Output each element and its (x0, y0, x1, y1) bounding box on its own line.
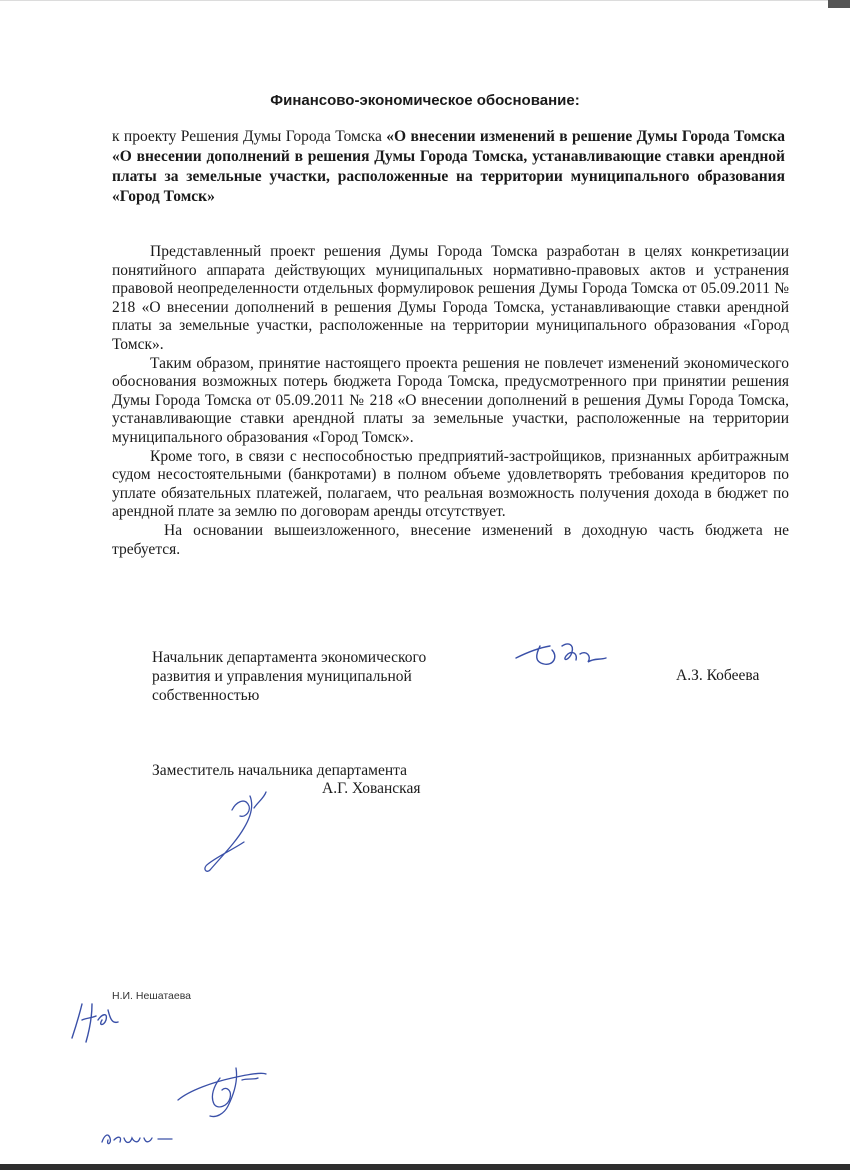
executor-name: Н.И. Нешатаева (112, 990, 192, 1002)
scan-corner-mark (828, 0, 850, 8)
paragraph-3: Кроме того, в связи с неспособностью предприятий-застройщиков, признанных арбитражным судом несостоятельными (банкротами) в полном объеме удовлетворять требования кредиторов по уплате обязательных платежей, полагаем, что реальная возможность получения дохода в бюджет по арендной плате за землю по договорам аренды отсутствует. (112, 447, 789, 521)
document-body (112, 243, 789, 559)
scan-top-edge (0, 0, 850, 1)
subject-bold: «О внесении изменений в решение Думы Города Томска «О внесении дополнений в решения Думы Города Томска, устанавливающие ставки арендной платы за земельные участки, расположенные на территории муниципального образования «Город Томск» (112, 128, 785, 205)
signature-visa-icon (170, 1060, 280, 1122)
signer1-position: Начальник департамента экономического развития и управления муниципальной собственностью (152, 649, 427, 704)
signer1-name: А.З. Кобеева (676, 667, 760, 684)
handwritten-note-icon (98, 1126, 178, 1150)
initials-neshataeva-icon (62, 990, 122, 1050)
signature-kobeeva-icon (512, 632, 612, 676)
paragraph-2: Таким образом, принятие настоящего проекта решения не повлечет изменений экономического обоснования возможных потерь бюджета Города Томска, предусмотренного при принятии решения Думы Города Томска от 05.09.2011 № 218 «О внесении дополнений в решения Думы Города Томска, устанавливающие ставки арендной платы за земельные участки, расположенные на территории муниципального образования «Город Томск». (112, 354, 789, 446)
paragraph-4: На основании вышеизложенного, внесение изменений в доходную часть бюджета не требуется. (112, 521, 789, 558)
signer2-name: А.Г. Хованская (322, 780, 421, 797)
subject-prefix: к проекту Решения Думы Города Томска (112, 128, 387, 145)
paragraph-1: Представленный проект решения Думы Города Томска разработан в целях конкретизации понятийного аппарата действующих муниципальных нормативно-правовых актов и устранения правовой неопределенности отдельных формулировок решения Думы Города Томска от 05.09.2011 № 218 «О внесении дополнений в решения Думы Города Томска, устанавливающие ставки арендной платы за земельные участки, расположенные на территории муниципального образования «Город Томск». (112, 243, 789, 353)
document-subject (112, 127, 785, 207)
signature-khovanskaya-icon (192, 784, 282, 884)
signer2-position: Заместитель начальника департамента (152, 762, 407, 779)
scan-bottom-edge (0, 1164, 850, 1170)
document-title: Финансово-экономическое обоснование: (270, 92, 580, 109)
